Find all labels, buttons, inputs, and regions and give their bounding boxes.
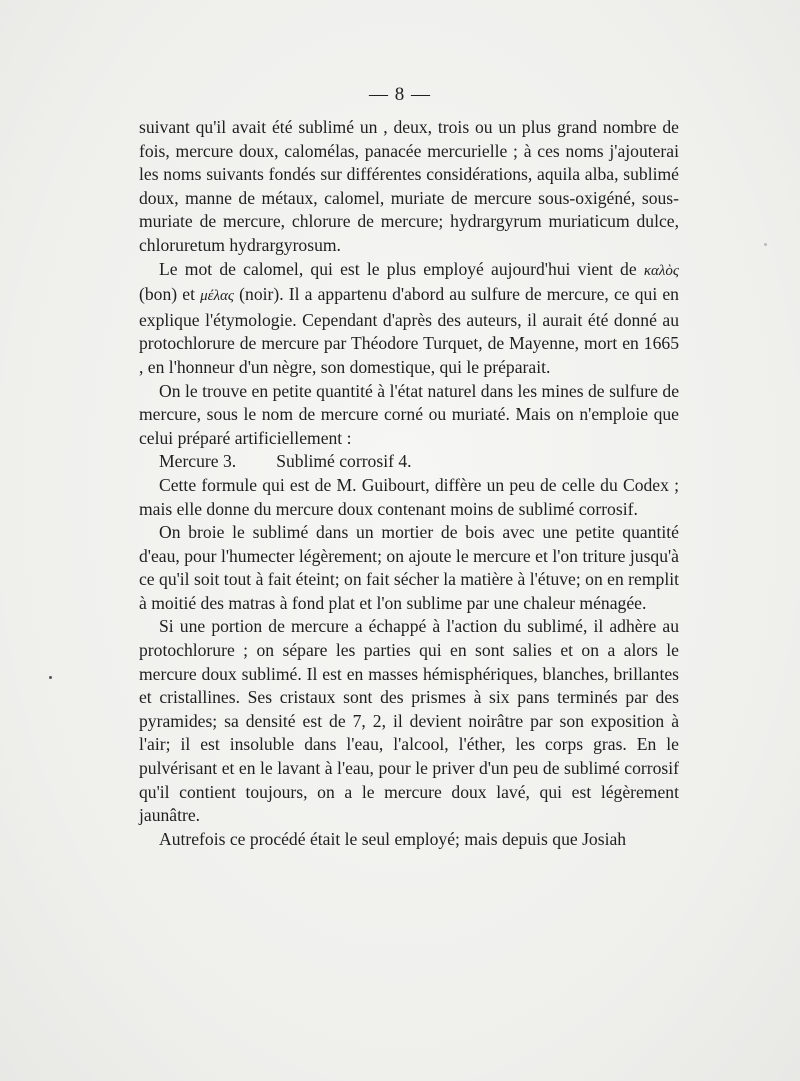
formula-sublime: Sublimé corrosif 4.: [276, 451, 412, 472]
body-text: [139, 116, 679, 851]
paper-speck: [49, 676, 52, 679]
paragraph-2-part-b: (bon) et: [139, 284, 195, 305]
paragraph-2-part-a: Le mot de calomel, qui est le plus employé aujourd'hui vient de: [159, 258, 637, 279]
formula-mercure: Mercure 3.: [159, 451, 237, 472]
greek-word-kalos: καλὸς: [643, 262, 679, 279]
paragraph-5: On broie le sublimé dans un mortier de bois avec une petite quantité d'eau, pour l'humecter légèrement; on ajoute le mercure et l'on triture jusqu'à ce qu'il soit tout à fait éteint; on fait sécher la matière à l'étuve; on en remplit à moitié des matras à fond plat et l'on sublime par une chaleur ménagée.: [139, 522, 679, 613]
paragraph-7: Autrefois ce procédé était le seul employé; mais depuis que Josiah: [159, 828, 627, 849]
paragraph-1: suivant qu'il avait été sublimé un , deux, trois ou un plus grand nombre de fois, mercure doux, calomélas, panacée mercurielle ; à ces noms j'ajouterai les noms suivants fondés sur différentes considérations, aquila alba, sublimé doux, manne de métaux, calomel, muriate de mercure sous-oxigéné, sous-muriate de mercure, chlorure de mercure; hydrargyrum muriaticum dulce, chloruretum hydrargyrosum.: [139, 117, 679, 255]
paragraph-3: On le trouve en petite quantité à l'état naturel dans les mines de sulfure de mercure, sous le nom de mercure corné ou muriaté. Mais on n'emploie que celui préparé artificiellement :: [139, 380, 679, 448]
greek-word-melas: μέλας: [200, 288, 235, 305]
paper-speck: [764, 243, 767, 246]
page-number: — 8 —: [369, 84, 431, 105]
paragraph-2-part-c: (noir). Il a appartenu d'abord au sulfure de mercure, ce qui en explique l'étymologie. Cependant d'après des auteurs, il aurait été donné au protochlorure de mercure par Théodore Turquet, de Mayenne, mort en 1665 , en l'honneur d'un nègre, son domestique, qui le préparait.: [139, 284, 679, 377]
paragraph-4: Cette formule qui est de M. Guibourt, diffère un peu de celle du Codex ; mais elle donne du mercure doux contenant moins de sublimé corrosif.: [139, 474, 679, 519]
paragraph-2: [139, 258, 679, 380]
formula-line: [139, 450, 679, 474]
paragraph-6: Si une portion de mercure a échappé à l'action du sublimé, il adhère au protochlorure ; on sépare les parties qui en sont salies et on a alors le mercure doux sublimé. Il est en masses hémisphériques, blanches, brillantes et cristallines. Ses cristaux sont des prismes à six pans terminés par des pyramides; sa densité est de 7, 2, il devient noirâtre par son exposition à l'air; il est insoluble dans l'eau, l'alcool, l'éther, les corps gras. En le pulvérisant et en le lavant à l'eau, pour le priver d'un peu de sublimé corrosif qu'il contient toujours, on a le mercure doux lavé, qui est légèrement jaunâtre.: [139, 616, 679, 826]
